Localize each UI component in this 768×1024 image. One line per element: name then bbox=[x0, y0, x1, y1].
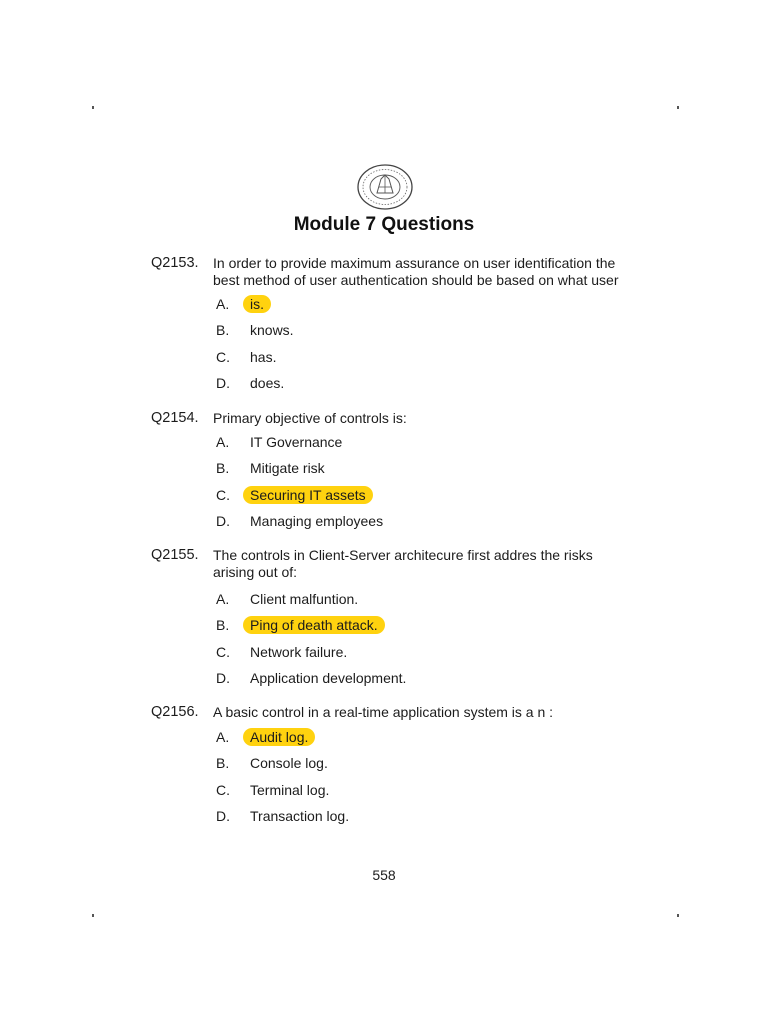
question-text: In order to provide maximum assurance on user identification the best method of user authentication should be based on what user bbox=[213, 255, 619, 288]
option-letter: C. bbox=[216, 487, 230, 503]
answer-option bbox=[0, 806, 768, 828]
answer-option bbox=[0, 432, 768, 454]
option-text-wrap bbox=[250, 617, 385, 633]
emblem-seal-icon bbox=[356, 163, 414, 211]
option-text-wrap bbox=[250, 349, 276, 365]
option-letter: C. bbox=[216, 782, 230, 798]
option-text: Transaction log. bbox=[250, 808, 350, 824]
corner-mark bbox=[677, 914, 679, 917]
option-text: Mitigate risk bbox=[250, 460, 325, 476]
option-letter: A. bbox=[216, 729, 230, 745]
option-letter: D. bbox=[216, 375, 230, 391]
option-letter: B. bbox=[216, 322, 230, 338]
option-text-wrap bbox=[250, 808, 349, 824]
question-number: Q2156. bbox=[151, 704, 199, 720]
page-number: 558 bbox=[372, 867, 396, 883]
answer-option bbox=[0, 615, 768, 637]
highlighted-answer: Securing IT assets bbox=[243, 486, 373, 504]
option-letter: A. bbox=[216, 296, 230, 312]
option-text: Terminal log. bbox=[250, 782, 330, 798]
option-letter: C. bbox=[216, 644, 230, 660]
highlighted-answer: Audit log. bbox=[243, 728, 315, 746]
option-text: Client malfuntion. bbox=[250, 591, 359, 607]
option-text: Application development. bbox=[250, 670, 407, 686]
option-text-wrap bbox=[250, 375, 284, 391]
option-letter: D. bbox=[216, 513, 230, 529]
option-letter: D. bbox=[216, 670, 230, 686]
question-text: A basic control in a real-time application system is a n : bbox=[213, 704, 554, 720]
option-text: IT Governance bbox=[250, 434, 343, 450]
option-text-wrap bbox=[250, 644, 347, 660]
option-text: has. bbox=[250, 349, 277, 365]
question-text: Primary objective of controls is: bbox=[213, 410, 407, 426]
option-text: Network failure. bbox=[250, 644, 348, 660]
option-text: Console log. bbox=[250, 755, 328, 771]
answer-option bbox=[0, 668, 768, 690]
corner-mark bbox=[92, 914, 94, 917]
option-text-wrap bbox=[250, 729, 315, 745]
question-number: Q2155. bbox=[151, 547, 199, 563]
answer-option bbox=[0, 485, 768, 507]
option-text-wrap bbox=[250, 782, 329, 798]
corner-mark bbox=[92, 106, 94, 109]
option-letter: A. bbox=[216, 434, 230, 450]
option-text-wrap bbox=[250, 755, 328, 771]
question-number: Q2154. bbox=[151, 410, 199, 426]
answer-option bbox=[0, 320, 768, 342]
highlighted-answer: is. bbox=[243, 295, 271, 313]
option-text: does. bbox=[250, 375, 285, 391]
answer-option bbox=[0, 458, 768, 480]
option-text: knows. bbox=[250, 322, 294, 338]
option-text-wrap bbox=[250, 591, 358, 607]
option-letter: C. bbox=[216, 349, 230, 365]
option-text-wrap bbox=[250, 322, 294, 338]
answer-option bbox=[0, 373, 768, 395]
answer-option bbox=[0, 589, 768, 611]
corner-mark bbox=[677, 106, 679, 109]
option-text-wrap bbox=[250, 670, 406, 686]
option-letter: B. bbox=[216, 460, 230, 476]
answer-option bbox=[0, 780, 768, 802]
option-text-wrap bbox=[250, 513, 383, 529]
page-title: Module 7 Questions bbox=[293, 214, 475, 235]
option-text-wrap bbox=[250, 296, 271, 312]
option-text: Managing employees bbox=[250, 513, 384, 529]
option-text-wrap bbox=[250, 434, 342, 450]
answer-option bbox=[0, 753, 768, 775]
answer-option bbox=[0, 511, 768, 533]
answer-option bbox=[0, 294, 768, 316]
option-letter: B. bbox=[216, 617, 230, 633]
highlighted-answer: Ping of death attack. bbox=[243, 616, 385, 634]
answer-option bbox=[0, 642, 768, 664]
option-text-wrap bbox=[250, 487, 373, 503]
option-letter: B. bbox=[216, 755, 230, 771]
option-text-wrap bbox=[250, 460, 325, 476]
question-number: Q2153. bbox=[151, 255, 199, 271]
option-letter: D. bbox=[216, 808, 230, 824]
answer-option bbox=[0, 347, 768, 369]
answer-option bbox=[0, 727, 768, 749]
option-letter: A. bbox=[216, 591, 230, 607]
question-text: The controls in Client-Server architecure first addres the risks arising out of: bbox=[213, 547, 593, 580]
